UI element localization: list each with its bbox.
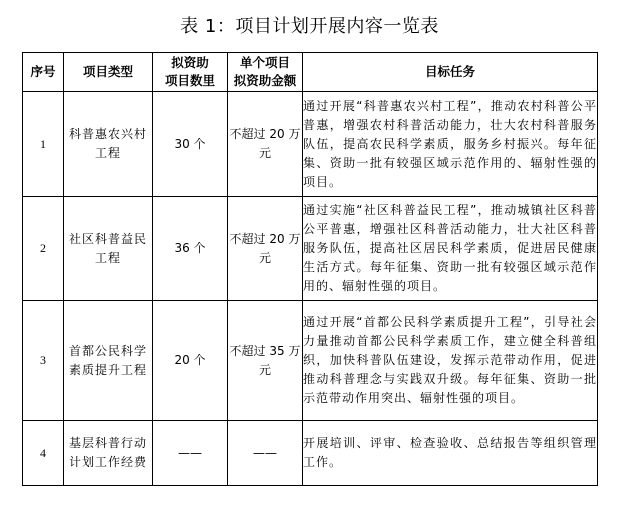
cell-index: 1 (23, 92, 64, 197)
header-task: 目标任务 (303, 53, 598, 92)
project-plan-table (22, 52, 598, 486)
cell-amount: 不超过 20 万元 (228, 92, 303, 197)
cell-amount: 不超过 35 万元 (228, 301, 303, 421)
table-row (23, 421, 598, 486)
cell-task: 开展培训、评审、检查验收、总结报告等组织管理工作。 (303, 421, 598, 486)
cell-count: 20 个 (153, 301, 228, 421)
cell-type: 首都公民科学素质提升工程 (64, 301, 153, 421)
cell-count: —— (153, 421, 228, 486)
cell-task: 通过开展“首都公民科学素质提升工程”，引导社会力量推动首都公民科学素质工作，建立健全科普组织，加快科普队伍建设，发挥示范带动作用，促进推动科普理念与实践双升级。每年征集、资助一批示范带动作用突出、辐射性强的项目。 (303, 301, 598, 421)
cell-task: 通过实施“社区科普益民工程”，推动城镇社区科普公平普惠，增强社区科普活动能力，壮大社区科普服务队伍，提高社区居民科学素质，促进居民健康生活方式。每年征集、资助一批有较强区域示范作用的、辐射性强的项目。 (303, 197, 598, 301)
cell-index: 3 (23, 301, 64, 421)
table-header-row (23, 53, 598, 92)
cell-index: 4 (23, 421, 64, 486)
cell-count: 36 个 (153, 197, 228, 301)
header-count: 拟资助 项目数里 (153, 53, 228, 92)
cell-type: 社区科普益民工程 (64, 197, 153, 301)
page-title: 表 1：项目计划开展内容一览表 (180, 16, 439, 37)
header-type: 项目类型 (64, 53, 153, 92)
header-amount: 单个项目 拟资助金额 (228, 53, 303, 92)
cell-type: 科普惠农兴村工程 (64, 92, 153, 197)
table-row (23, 197, 598, 301)
cell-index: 2 (23, 197, 64, 301)
table-row (23, 301, 598, 421)
cell-amount: —— (228, 421, 303, 486)
table-row (23, 92, 598, 197)
cell-count: 30 个 (153, 92, 228, 197)
cell-type: 基层科普行动计划工作经费 (64, 421, 153, 486)
cell-task: 通过开展“科普惠农兴村工程”，推动农村科普公平普惠，增强农村科普活动能力，壮大农村科普服务队伍，提高农民科学素质，服务乡村振兴。每年征集、资助一批有较强区域示范作用的、辐射性强的项目。 (303, 92, 598, 197)
header-index: 序号 (23, 53, 64, 92)
cell-amount: 不超过 20 万元 (228, 197, 303, 301)
